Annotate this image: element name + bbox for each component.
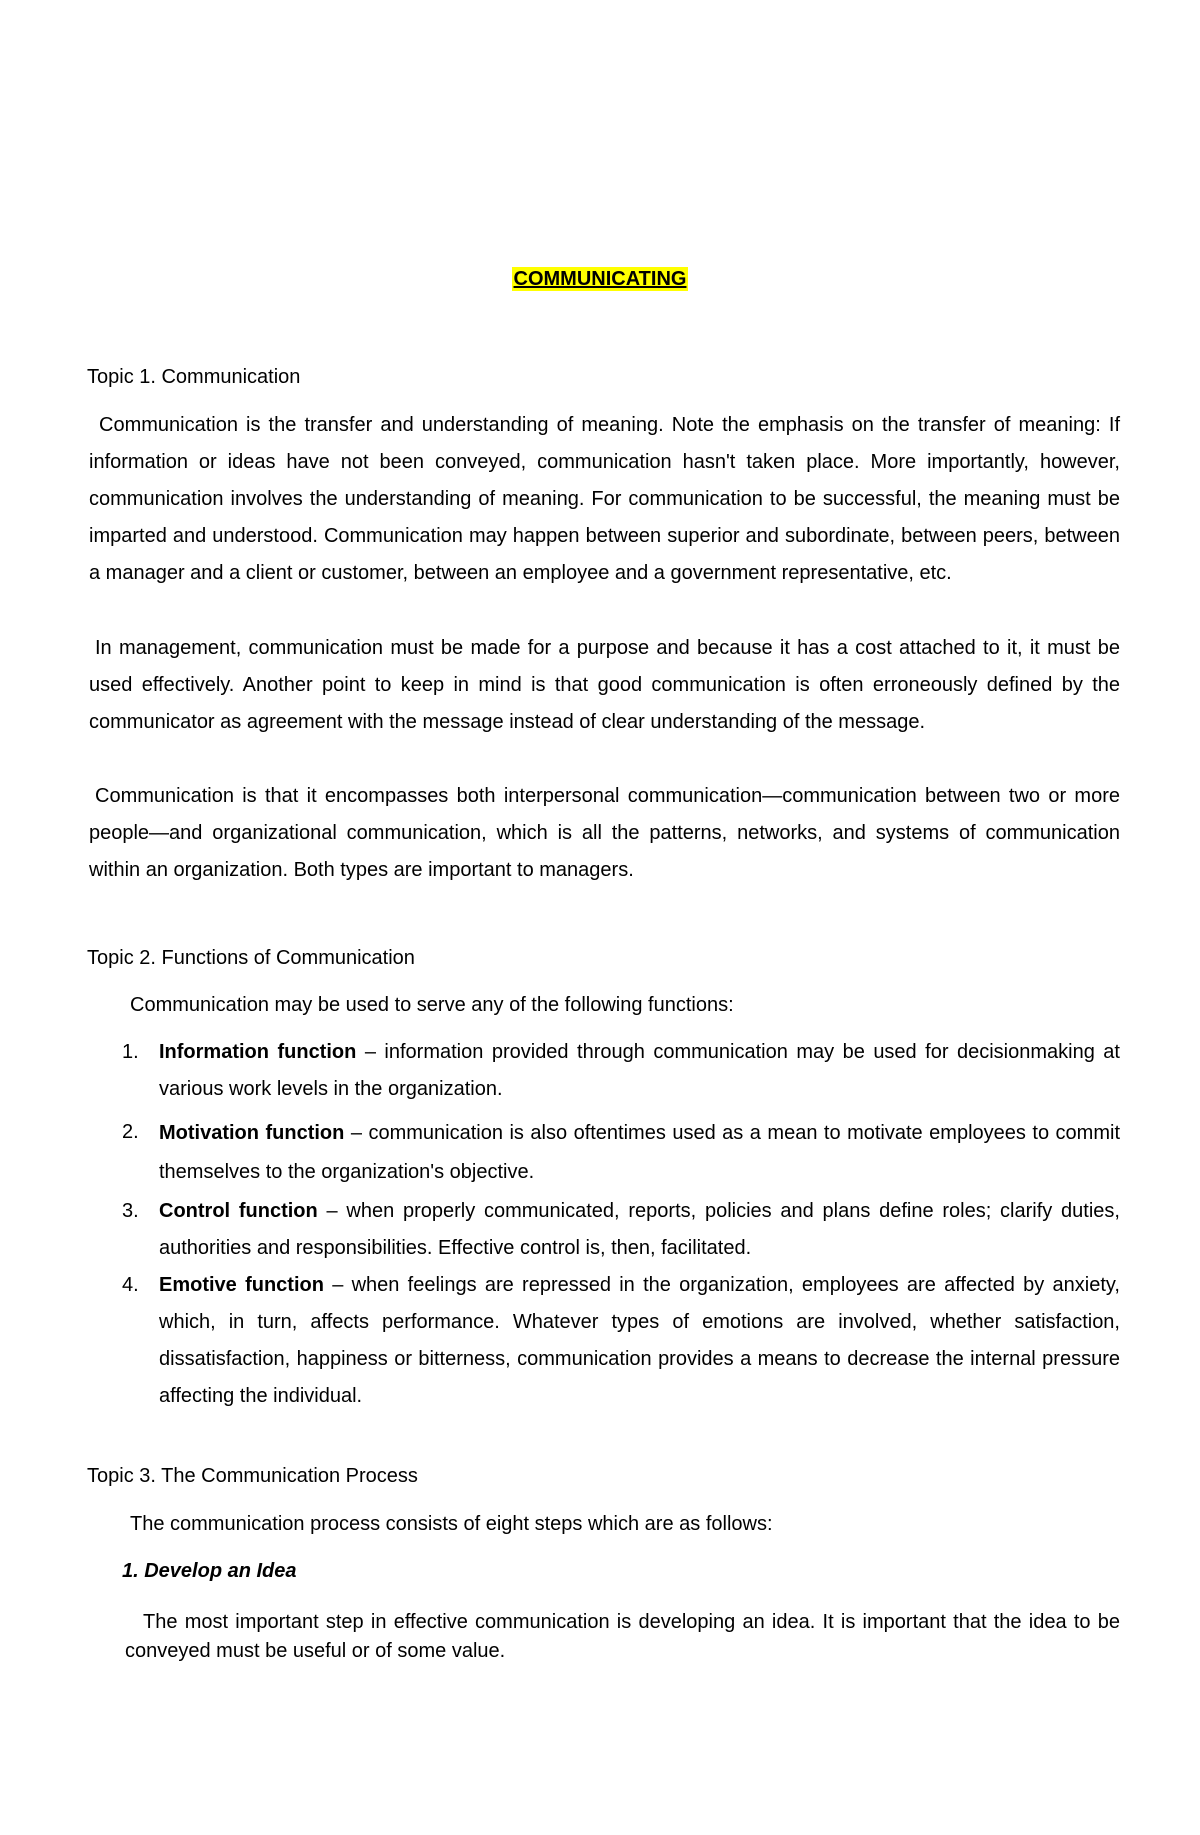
topic-1-paragraph-2 bbox=[89, 630, 1120, 741]
topic-3-intro: The communication process consists of eight steps which are as follows: bbox=[130, 1513, 773, 1535]
document-title bbox=[0, 268, 1200, 291]
step-1-paragraph: The most important step in effective communication is developing an idea. It is important that the idea to be conveyed must be useful or of some value. bbox=[125, 1611, 1120, 1662]
topic-1-paragraph-1 bbox=[89, 407, 1120, 592]
function-item-number: 3. bbox=[122, 1200, 139, 1222]
topic-1-paragraph-2-text: In management, communication must be made for a purpose and because it has a cost attached to it, it must be used effectively. Another point to keep in mind is that good communication is often erroneously defined by the communicator as agreement with the message instead of clear understanding of the message. bbox=[89, 637, 1120, 733]
topic-2-intro: Communication may be used to serve any of the following functions: bbox=[130, 994, 734, 1016]
function-term: Motivation function bbox=[159, 1122, 345, 1144]
step-1-heading: 1. Develop an Idea bbox=[122, 1560, 297, 1582]
function-item-number: 1. bbox=[122, 1041, 139, 1063]
topic-2-heading: Topic 2. Functions of Communication bbox=[87, 947, 415, 969]
function-description: – communication is also oftentimes used as a mean to motivate employees to commit themselves to the organization's objective. bbox=[159, 1122, 1120, 1183]
function-item-body bbox=[159, 1193, 1120, 1267]
function-term: Information function bbox=[159, 1041, 357, 1063]
topic-1-paragraph-3-text: Communication is that it encompasses both interpersonal communication—communication between two or more people—and organizational communication, which is all the patterns, networks, and systems of communication within an organization. Both types are important to managers. bbox=[89, 785, 1120, 881]
function-term: Emotive function bbox=[159, 1274, 324, 1296]
function-item-number: 2. bbox=[122, 1121, 139, 1143]
function-description: – information provided through communication may be used for decisionmaking at various work levels in the organization. bbox=[159, 1041, 1120, 1100]
topic-1-paragraph-1-text: Communication is the transfer and understanding of meaning. Note the emphasis on the transfer of meaning: If information or ideas have not been conveyed, communication hasn't taken place. More importantly, however, communication involves the understanding of meaning. For communication to be successful, the meaning must be imparted and understood. Communication may happen between superior and subordinate, between peers, between a manager and a client or customer, between an employee and a government representative, etc. bbox=[89, 414, 1120, 584]
function-item-body bbox=[159, 1114, 1120, 1192]
function-description: – when feelings are repressed in the organization, employees are affected by anxiety, which, in turn, affects performance. Whatever types of emotions are involved, whether satisfaction, dissatisfaction, happiness or bitterness, communication provides a means to decrease the internal pressure affecting the individual. bbox=[159, 1274, 1120, 1407]
function-item-control bbox=[122, 1193, 1120, 1267]
function-item-number: 4. bbox=[122, 1274, 139, 1296]
function-item-information bbox=[122, 1034, 1120, 1108]
topic-1-paragraph-3 bbox=[89, 778, 1120, 889]
document-title-text: COMMUNICATING bbox=[513, 268, 687, 290]
topic-1-heading: Topic 1. Communication bbox=[87, 366, 301, 388]
function-item-emotive bbox=[122, 1267, 1120, 1415]
function-item-body bbox=[159, 1034, 1120, 1108]
topic-3-heading: Topic 3. The Communication Process bbox=[87, 1465, 418, 1487]
function-item-motivation bbox=[122, 1114, 1120, 1192]
function-item-body bbox=[159, 1267, 1120, 1415]
function-term: Control function bbox=[159, 1200, 318, 1222]
function-description: – when properly communicated, reports, policies and plans define roles; clarify duties, authorities and responsibilities. Effective control is, then, facilitated. bbox=[159, 1200, 1120, 1259]
